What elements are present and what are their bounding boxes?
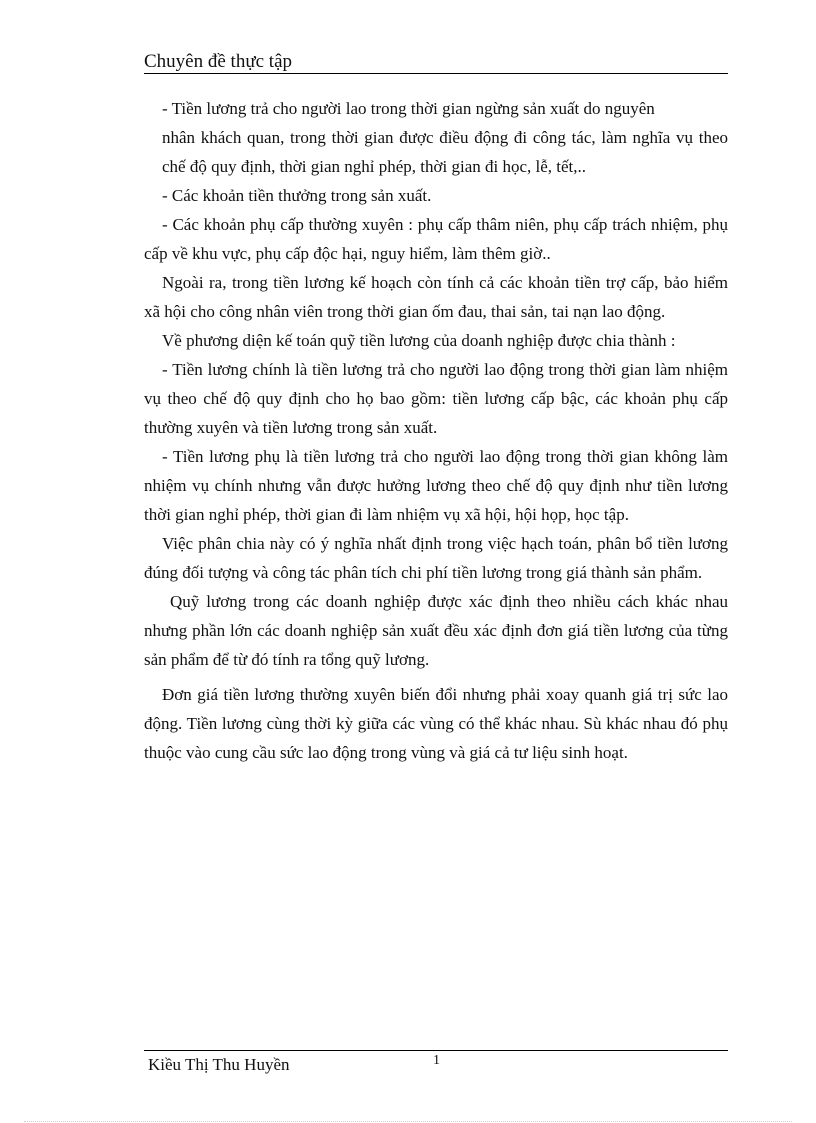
paragraph-wage-stoppage-cont: nhân khách quan, trong thời gian được điều động đi công tác, làm nghĩa vụ theo chế độ quy định, thời gian nghỉ phép, thời gian đi học, lễ, tết,.. bbox=[162, 128, 728, 176]
paragraph-allowances: - Các khoản phụ cấp thường xuyên : phụ cấp thâm niên, phụ cấp trách nhiệm, phụ cấp về khu vực, phụ cấp độc hại, nguy hiểm, làm thêm giờ.. bbox=[144, 215, 728, 263]
header-divider bbox=[144, 73, 728, 74]
paragraph-accounting-aspect: Về phương diện kế toán quỹ tiền lương của doanh nghiệp được chia thành : bbox=[162, 331, 676, 350]
page-bottom-edge bbox=[24, 1121, 792, 1122]
footer-author: Kiều Thị Thu Huyền bbox=[148, 1055, 290, 1074]
paragraph-division-meaning: Việc phân chia này có ý nghĩa nhất định trong việc hạch toán, phân bổ tiền lương đúng đối tượng và công tác phân tích chi phí tiền lương trong giá thành sản phẩm. bbox=[144, 534, 728, 582]
page-number: 1 bbox=[433, 1053, 440, 1068]
paragraph-bonuses: - Các khoản tiền thưởng trong sản xuất. bbox=[162, 186, 432, 205]
footer-divider bbox=[144, 1050, 728, 1051]
paragraph-additionally: Ngoài ra, trong tiền lương kế hoạch còn tính cả các khoản tiền trợ cấp, bảo hiểm xã hội cho công nhân viên trong thời gian ốm đau, thai sản, tai nạn lao động. bbox=[144, 273, 728, 321]
paragraph-wage-fund: Quỹ lương trong các doanh nghiệp được xác định theo nhiều cách khác nhau nhưng phần lớn các doanh nghiệp sản xuất đều xác định đơn giá tiền lương của từng sản phẩm để từ đó tính ra tổng quỹ lương. bbox=[144, 592, 728, 669]
paragraph-wage-stoppage: - Tiền lương trả cho người lao trong thời gian ngừng sản xuất do nguyên bbox=[162, 99, 655, 118]
page-header-title: Chuyên đề thực tập bbox=[144, 51, 293, 72]
document-body bbox=[144, 94, 728, 767]
paragraph-secondary-wage: - Tiền lương phụ là tiền lương trả cho người lao động trong thời gian không làm nhiệm vụ chính nhưng vẫn được hưởng lương theo chế độ quy định như tiền lương thời gian nghỉ phép, thời gian đi làm nhiệm vụ xã hội, hội họp, học tập. bbox=[144, 447, 728, 524]
paragraph-unit-price: Đơn giá tiền lương thường xuyên biến đổi nhưng phải xoay quanh giá trị sức lao động. Tiền lương cùng thời kỳ giữa các vùng có thể khác nhau. Sù khác nhau đó phụ thuộc vào cung cầu sức lao động trong vùng và giá cả tư liệu sinh hoạt. bbox=[144, 685, 728, 762]
paragraph-main-wage: - Tiền lương chính là tiền lương trả cho người lao động trong thời gian làm nhiệm vụ theo chế độ quy định cho họ bao gồm: tiền lương cấp bậc, các khoản phụ cấp thường xuyên và tiền lương trong sản xuất. bbox=[144, 360, 728, 437]
